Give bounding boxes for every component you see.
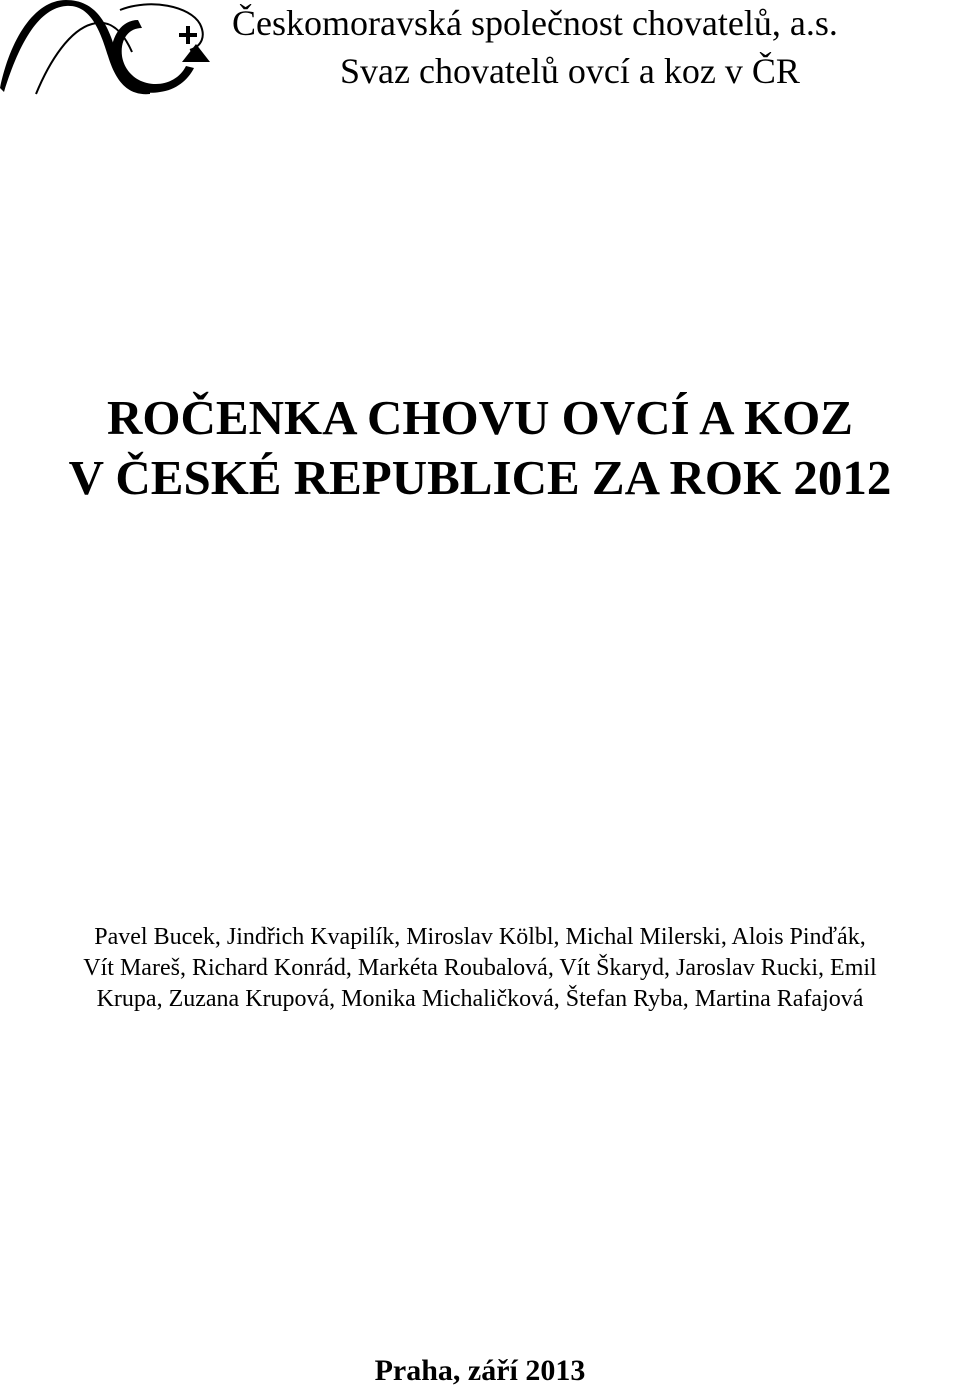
- title-line-1: ROČENKA CHOVU OVCÍ A KOZ: [107, 390, 853, 445]
- authors-line-2: Vít Mareš, Richard Konrád, Markéta Roubalová, Vít Škaryd, Jaroslav Rucki, Emil: [83, 955, 877, 981]
- authors-line-1: Pavel Bucek, Jindřich Kvapilík, Miroslav Kölbl, Michal Milerski, Alois Pinďák,: [94, 924, 866, 950]
- document-title: [0, 388, 960, 508]
- authors-line-3: Krupa, Zuzana Krupová, Monika Michaličková, Štefan Ryba, Martina Rafajová: [96, 986, 864, 1012]
- organization-logo-icon: [0, 0, 215, 100]
- place-and-date: Praha, září 2013: [374, 1354, 586, 1387]
- organization-name: Českomoravská společnost chovatelů, a.s.: [232, 3, 838, 43]
- authors-list: [0, 922, 960, 1015]
- suborganization-name: Svaz chovatelů ovcí a koz v ČR: [340, 51, 800, 91]
- title-line-2: V ČESKÉ REPUBLICE ZA ROK 2012: [68, 450, 892, 505]
